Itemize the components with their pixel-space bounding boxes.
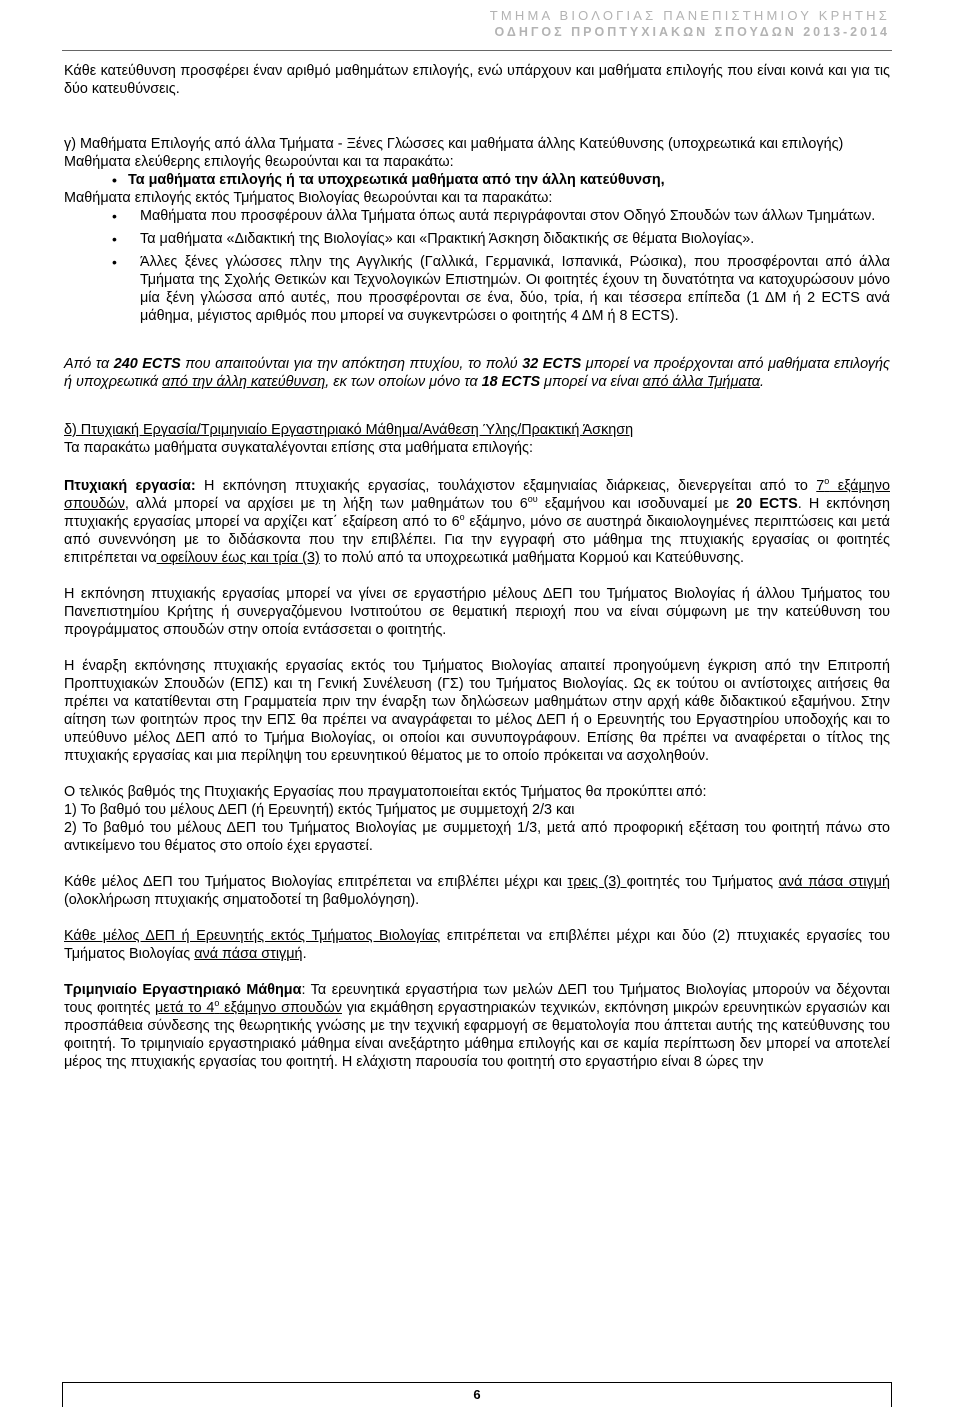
ects-note: Από τα 240 ECTS που απαιτούνται για την απόκτηση πτυχίου, το πολύ 32 ECTS μπορεί να προέρχονται από μαθήματα επιλογής ή υποχρεωτικά από την άλλη κατεύθυνση, εκ των οποίων μόνο τα 18 ECTS μπορεί να είναι από άλλα Τμήματα.	[64, 356, 890, 390]
outside-choice-item-languages: • Άλλες ξένες γλώσσες πλην της Αγγλικής (Γαλλικά, Γερμανικά, Ισπανικά, Ρώσικα), που προσφέρονται από άλλα Τμήματα της Σχολής Θετικών και Τεχνολογικών Επιστημών. Οι φοιτητές έχουν τη δυνατότητα να κατοχυρώσουν μόνο μία ξένη γλώσσα από αυτές, που προσφέρονται σε ένα, δύο, τρία, ή και τέσσερα επίπεδα (1 ΔΜ ή 2 ECTS ανά μάθημα, μέγιστος αριθμός που μπορεί να συγκεντρώσει ο φοιτητής 4 ΔΜ ή 8 ECTS).	[64, 253, 890, 325]
thesis-label: Πτυχιακή εργασία:	[64, 478, 196, 494]
page-number: 6	[473, 1387, 481, 1402]
outside-thesis-paragraph: Η έναρξη εκπόνησης πτυχιακής εργασίας εκτός του Τμήματος Βιολογίας απαιτεί προηγούμενη έγκριση από την Επιτροπή Προπτυχιακών Σπουδών (ΕΠΣ) και τη Γενική Συνέλευση (ΓΣ) του Τμήματος Βιολογίας. Ως εκ τούτου οι αντίστοιχες αιτήσεις θα πρέπει να κατατίθενται στη Γραμματεία πριν την έναρξη των δηλώσεων μαθημάτων στην αρχή κάθε διδακτικού εξαμήνου. Στην αίτηση των φοιτητών προς την ΕΠΣ θα πρέπει να αναγράφεται το μέλος ΔΕΠ ή ο Ερευνητής του Εργαστηρίου υποδοχής και το υπεύθυνο μέλος ΔΕΠ από το Τμήμα Βιολογίας, οι οποίοι και συνυπογράφουν. Επίσης θα πρέπει να αναφέρεται ο τίτλος της πτυχιακής εργασίας και μια περίληψη του ερευνητικού θέματος με το οποίο πρόκειται να ασχοληθούν.	[64, 658, 890, 764]
supervisor-paragraph: Η εκπόνηση πτυχιακής εργασίας μπορεί να γίνει σε εργαστήριο μέλους ΔΕΠ του Τμήματος Βιολογίας ή άλλου Τμήματος του Πανεπιστημίου Κρήτης ή συνεργαζόμενου Ινστιτούτου σε θεματική περιοχή που να είναι σύμφωνη με την κατεύθυνση του προγράμματος σπουδών στην οποία εντάσσεται ο φοιτητής.	[64, 586, 890, 638]
lab-course-label: Τριμηνιαίο Εργαστηριακό Μάθημα	[64, 982, 302, 998]
member-limit-paragraph: Κάθε μέλος ΔΕΠ του Τμήματος Βιολογίας επιτρέπεται να επιβλέπει μέχρι και τρεις (3) φοιτητές του Τμήματος ανά πάσα στιγμή (ολοκλήρωση πτυχιακής σηματοδοτεί τη βαθμολόγηση).	[64, 874, 890, 908]
outside-choice-item-didactics: • Τα μαθήματα «Διδακτική της Βιολογίας» και «Πρακτική Άσκηση διδακτικής σε θέματα Βιολογίας».	[64, 230, 890, 248]
outside-choice-lead: Μαθήματα επιλογής εκτός Τμήματος Βιολογίας θεωρούνται και τα παρακάτω:	[64, 190, 553, 206]
header-department: ΤΜΗΜΑ ΒΙΟΛΟΓΙΑΣ ΠΑΝΕΠΙΣΤΗΜΙΟΥ ΚΡΗΤΗΣ	[489, 8, 890, 23]
header-rule	[62, 50, 892, 51]
grade-lead: Ο τελικός βαθμός της Πτυχιακής Εργασίας που πραγματοποιείται εκτός Τμήματος θα προκύπτει από:	[64, 784, 707, 800]
intro-paragraph: Κάθε κατεύθυνση προσφέρει έναν αριθμό μαθημάτων επιλογής, ενώ υπάρχουν και μαθήματα επιλογής που είναι κοινά και για τις δύο κατευθύνσεις.	[64, 63, 890, 97]
grade-item-2: 2) Το βαθμό του μέλους ΔΕΠ του Τμήματος Βιολογίας με συμμετοχή 1/3, μετά από προφορική εξέταση του φοιτητή πάνω στο αντικείμενο του θέματος στο οποίο έχει εργαστεί.	[64, 820, 890, 854]
grade-item-1: 1) Το βαθμό του μέλους ΔΕΠ (ή Ερευνητή) εκτός Τμήματος με συμμετοχή 2/3 και	[64, 802, 575, 818]
page-footer	[62, 1382, 892, 1407]
free-choice-list	[64, 171, 890, 189]
outside-choice-item-departments: • Μαθήματα που προσφέρουν άλλα Τμήματα όπως αυτά περιγράφονται στον Οδηγό Σπουδών των άλλων Τμημάτων.	[64, 207, 890, 225]
section-d-title: δ) Πτυχιακή Εργασία/Τριμηνιαίο Εργαστηριακό Μάθημα/Ανάθεση Ύλης/Πρακτική Άσκηση	[64, 422, 634, 438]
document-body	[64, 62, 890, 1071]
outside-choice-list	[64, 207, 890, 325]
header-guide-title: ΟΔΗΓΟΣ ΠΡΟΠΤΥΧΙΑΚΩΝ ΣΠΟΥΔΩΝ 2013-2014	[494, 25, 890, 39]
outside-member-limit-paragraph: Κάθε μέλος ΔΕΠ ή Ερευνητής εκτός Τμήματος Βιολογίας επιτρέπεται να επιβλέπει μέχρι και δύο (2) πτυχιακές εργασίες του Τμήματος Βιολογίας ανά πάσα στιγμή.	[64, 928, 890, 962]
free-choice-lead: Μαθήματα ελεύθερης επιλογής θεωρούνται και τα παρακάτω:	[64, 154, 454, 170]
section-c-title: γ) Μαθήματα Επιλογής από άλλα Τμήματα - Ξένες Γλώσσες και μαθήματα άλλης Κατεύθυνσης (υποχρεωτικά και επιλογής)	[64, 136, 844, 152]
page-header	[490, 8, 890, 41]
lab-course-paragraph: Τριμηνιαίο Εργαστηριακό Μάθημα: Τα ερευνητικά εργαστήρια των μελών ΔΕΠ του Τμήματος Βιολογίας μπορούν να δέχονται τους φοιτητές μετά το $4^o$ εξάμηνο σπουδών για εκμάθηση εργαστηριακών τεχνικών, εκπόνηση μικρών ερευνητικών εργασιών και προσπάθεια σύνδεσης της θεωρητικής γνώσης με την τεχνική εφαρμογή σε θεματολογία που άπτεται αυτής της κατεύθυνσης του φοιτητή. Το τριμηνιαίο εργαστηριακό μάθημα είναι ανεξάρτητο μάθημα επιλογής και σε καμία περίπτωση δεν μπορεί να αποτελεί μέρος της πτυχιακής εργασίας του φοιτητή. Η ελάχιστη παρουσία του φοιτητή στο εργαστήριο είναι 8 ώρες την	[64, 982, 890, 1070]
free-choice-item: • Τα μαθήματα επιλογής ή τα υποχρεωτικά μαθήματα από την άλλη κατεύθυνση,	[64, 171, 890, 189]
section-d-lead: Τα παρακάτω μαθήματα συγκαταλέγονται επίσης στα μαθήματα επιλογής:	[64, 440, 533, 456]
thesis-paragraph: Πτυχιακή εργασία: Η εκπόνηση πτυχιακής εργασίας, τουλάχιστον εξαμηνιαίας διάρκειας, διενεργείται από το $7^o$ εξάμηνο σπουδών, αλλά μπορεί να αρχίσει με τη λήξη των μαθημάτων του $6^{o\upsilon}$ εξαμήνου και ισοδυναμεί με 20 ECTS. Η εκπόνηση πτυχιακής εργασίας μπορεί να αρχίζει κατ΄ εξαίρεση από το $6^o$ εξάμηνο, μόνο σε αυστηρά δικαιολογημένες περιπτώσεις και μετά από συνεννόηση με το διδάσκοντα που την επιβλέπει. Για την εγγραφή στο μάθημα της πτυχιακής εργασίας οι φοιτητές επιτρέπεται να οφείλουν έως και τρία (3) το πολύ από τα υποχρεωτικά μαθήματα Κορμού και Κατεύθυνσης.	[64, 476, 891, 566]
